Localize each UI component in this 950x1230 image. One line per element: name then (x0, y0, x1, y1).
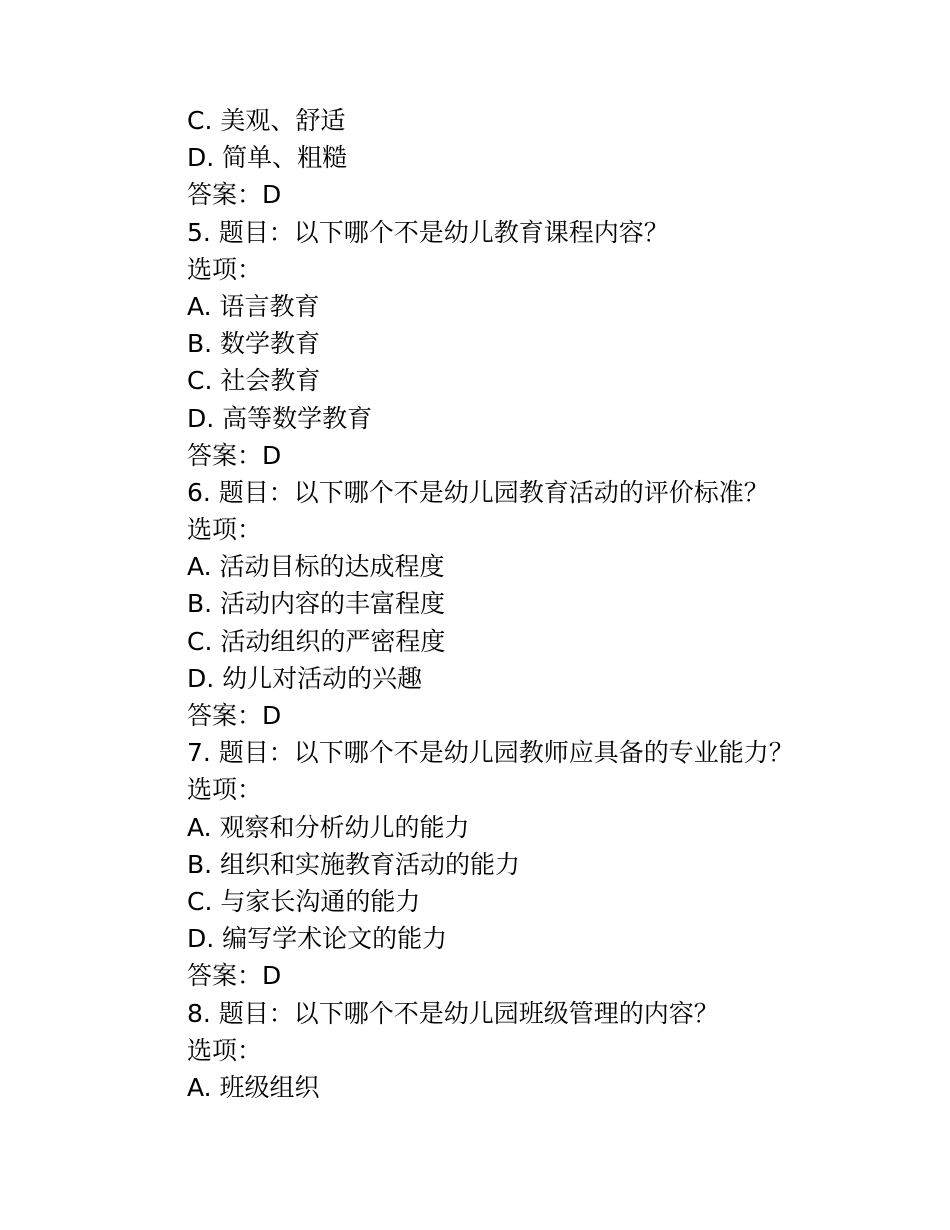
option-d-text: D. 简单、粗糙 (187, 143, 348, 173)
answer-text: 答案：D (187, 180, 282, 210)
option-d-text: D. 编写学术论文的能力 (187, 924, 448, 954)
option-b-text: B. 数学教育 (187, 329, 321, 359)
option-b-text: B. 组织和实施教育活动的能力 (187, 849, 521, 879)
option-d-text: D. 幼儿对活动的兴趣 (187, 663, 423, 693)
options-label: 选项： (187, 515, 263, 545)
option-b-text: B. 活动内容的丰富程度 (187, 589, 446, 619)
option-a-text: A. 班级组织 (187, 1072, 320, 1102)
option-c-text: C. 与家长沟通的能力 (187, 886, 421, 916)
answer-text: 答案：D (187, 701, 282, 730)
document-body (187, 102, 907, 1106)
question-title: 5. 题目：以下哪个不是幼儿教育课程内容？ (187, 217, 669, 247)
question-title: 6. 题目：以下哪个不是幼儿园教育活动的评价标准？ (187, 477, 769, 507)
question-title: 7. 题目：以下哪个不是幼儿园教师应具备的专业能力？ (187, 738, 794, 768)
option-c-text: C. 社会教育 (187, 366, 321, 396)
option-a-text: A. 语言教育 (187, 291, 320, 321)
option-c-text: C. 活动组织的严密程度 (187, 626, 446, 656)
answer-text: 答案：D (187, 440, 282, 470)
options-label: 选项： (187, 1035, 263, 1065)
answer-text: 答案：D (187, 961, 282, 991)
option-d-text: D. 高等数学教育 (187, 403, 373, 433)
question-title: 8. 题目：以下哪个不是幼儿园班级管理的内容？ (187, 998, 719, 1028)
option-a-text: A. 活动目标的达成程度 (187, 552, 445, 582)
option-c-text: C. 美观、舒适 (187, 106, 346, 135)
options-label: 选项： (187, 775, 263, 805)
options-label: 选项： (187, 254, 263, 284)
option-a-text: A. 观察和分析幼儿的能力 (187, 812, 470, 842)
